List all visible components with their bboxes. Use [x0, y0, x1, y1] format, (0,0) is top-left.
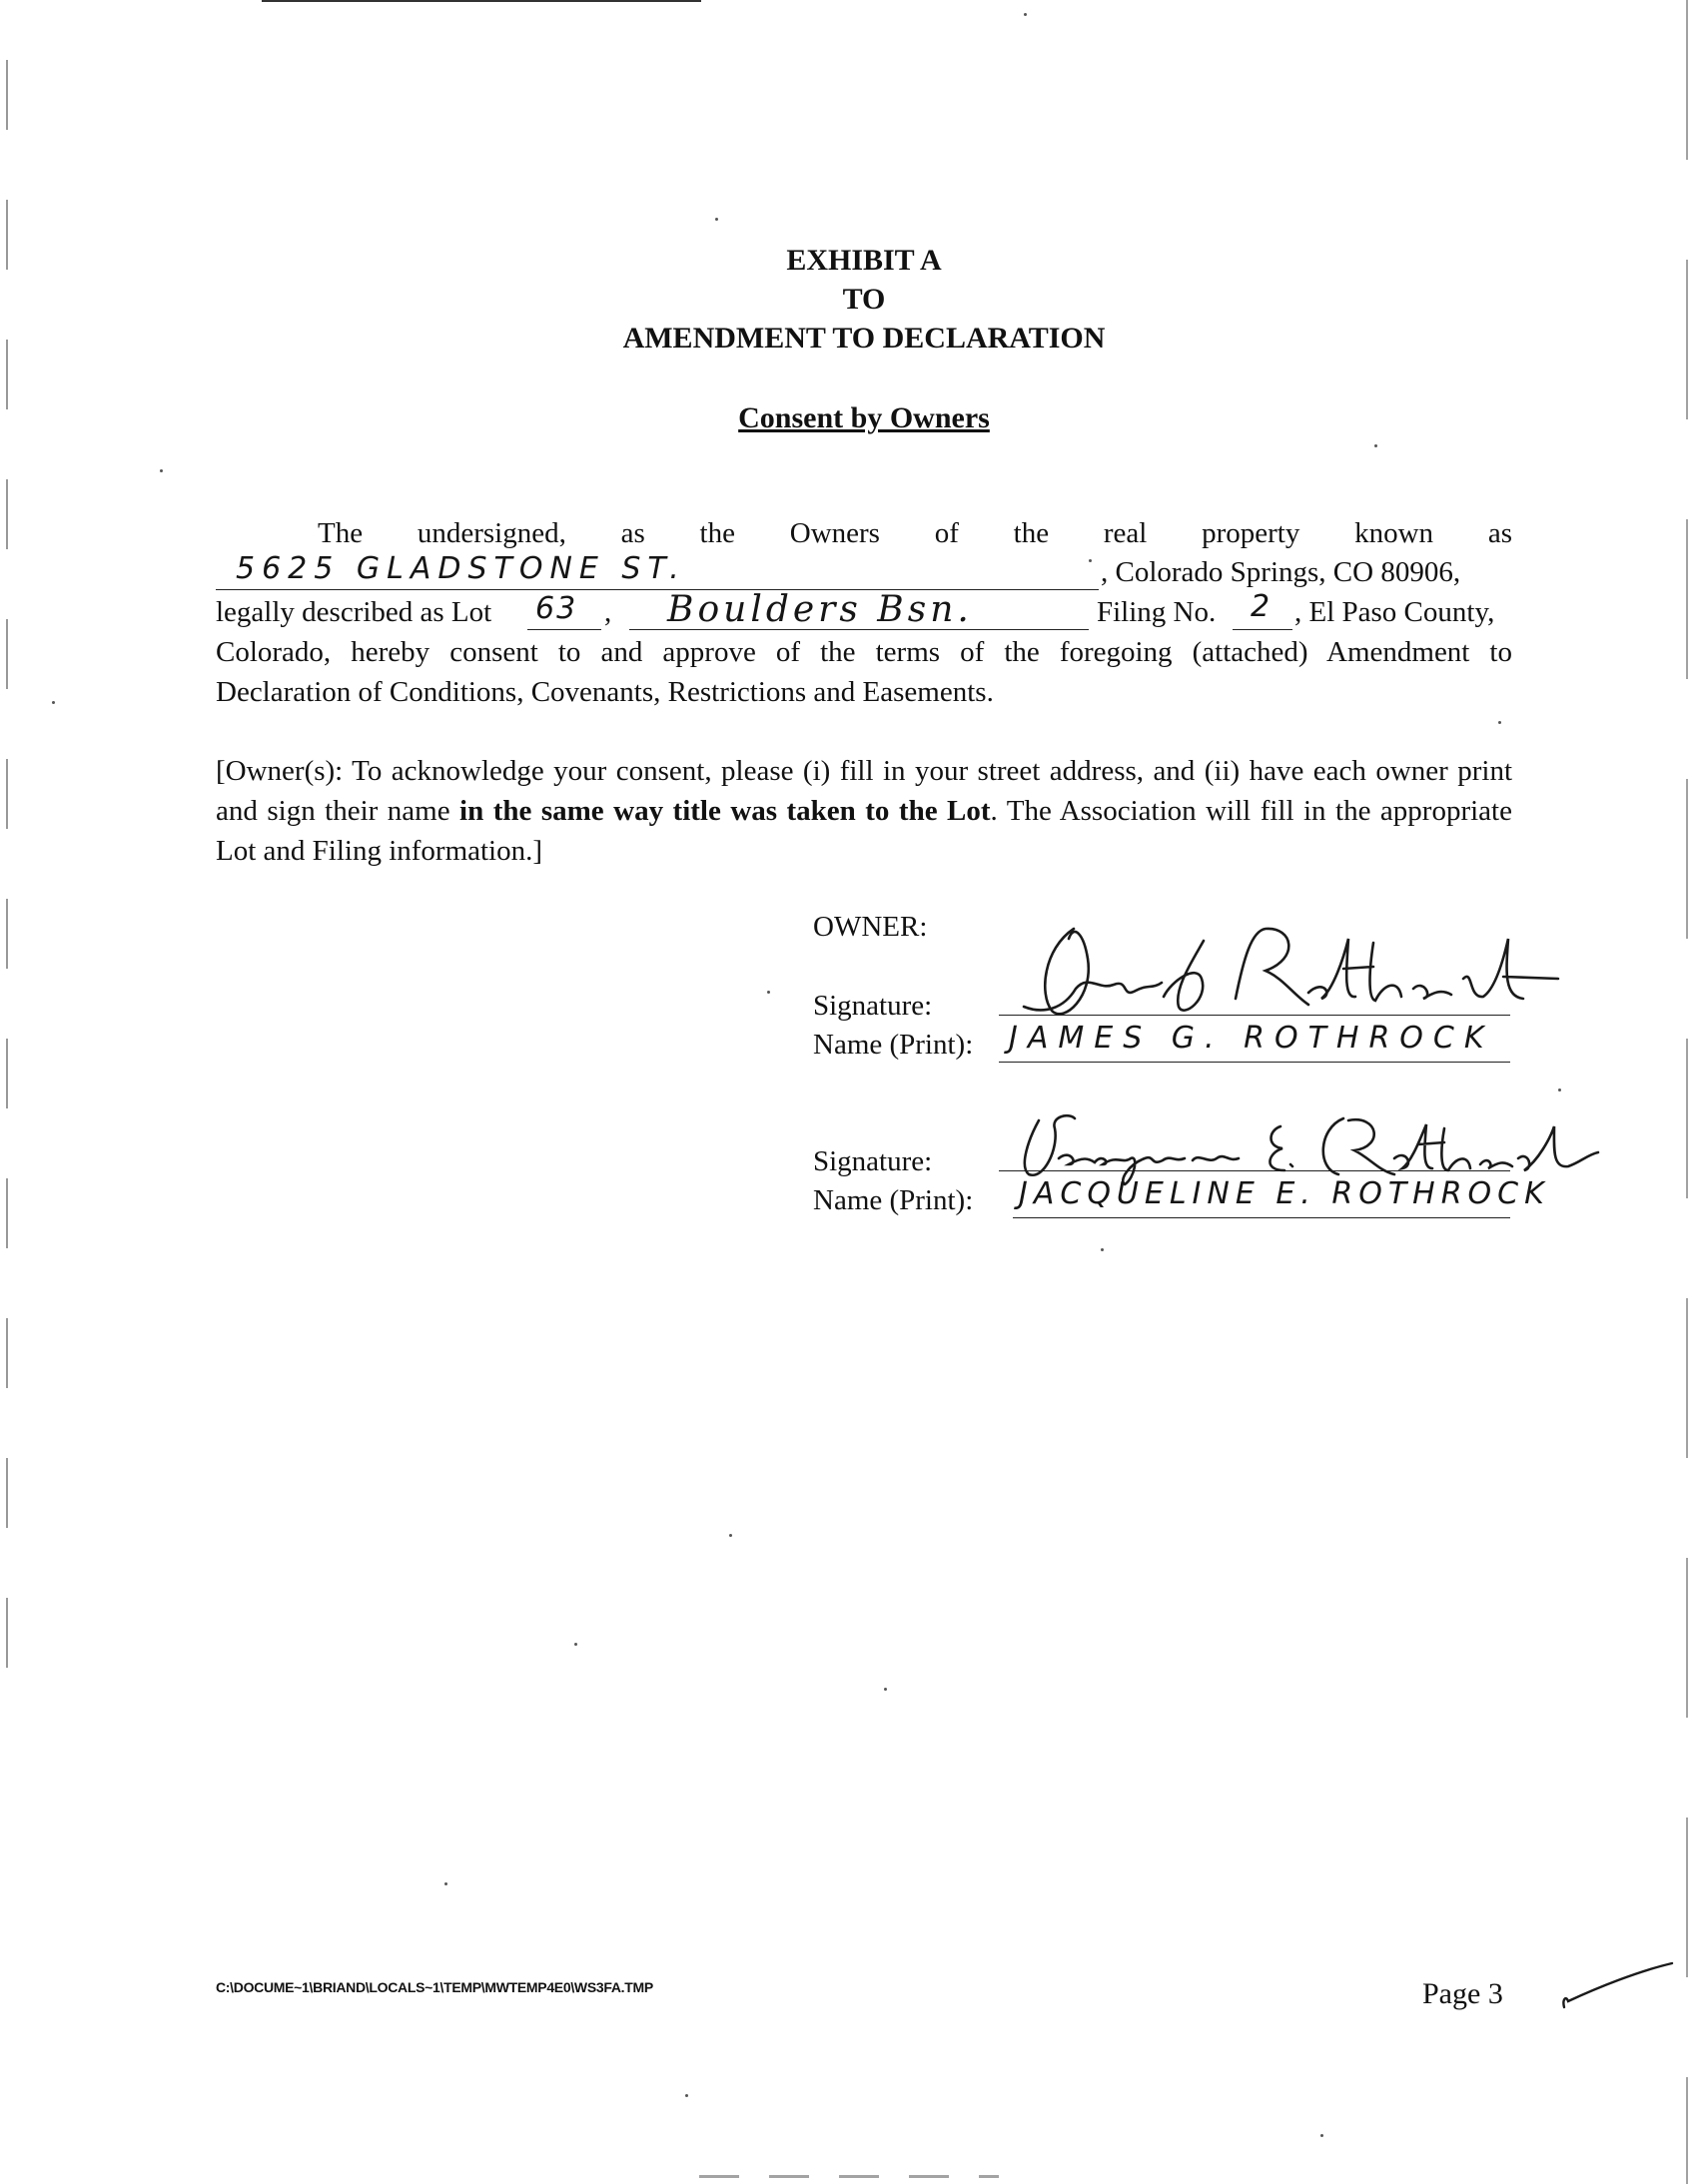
- lot-label: legally described as Lot: [216, 596, 492, 628]
- consent-title-text: Consent by Owners: [738, 401, 990, 434]
- check-mark: [1558, 1957, 1678, 2017]
- lot-blank: [527, 629, 601, 630]
- name-print-label-2: Name (Print):: [813, 1184, 974, 1216]
- page-number: Page 3: [1422, 1977, 1503, 2010]
- lot-number-handwritten: 63: [535, 591, 578, 626]
- lot-comma: ,: [604, 596, 612, 628]
- name-print-line-1: [999, 1062, 1510, 1063]
- instructions-paragraph: [216, 751, 1512, 871]
- instructions-text-start: [Owner(s): To acknowledge your consent, please (i) fill in your street address, and (ii) have each owner print and sign their name: [216, 755, 1512, 827]
- amendment-heading: AMENDMENT TO DECLARATION: [622, 322, 1106, 355]
- name-print-2-handwritten: JACQUELINE E. ROTHROCK: [1019, 1176, 1550, 1211]
- paragraph-1-line-4: Colorado, hereby consent to and approve of the terms of the foregoing (attached) Amendment to: [216, 636, 1512, 668]
- top-edge-rule: [262, 0, 701, 2]
- owner-label: OWNER:: [813, 911, 928, 943]
- city-state-zip: , Colorado Springs, CO 80906,: [1101, 556, 1461, 588]
- filing-blank: [1233, 629, 1292, 630]
- name-print-1-handwritten: JAMES G. ROTHROCK: [1009, 1021, 1494, 1056]
- to-heading: TO: [842, 283, 886, 316]
- bottom-scan-marks: [699, 2175, 999, 2178]
- name-print-line-2: [1013, 1217, 1510, 1218]
- filing-label: Filing No.: [1097, 596, 1217, 628]
- instructions-text-end: . The Association will fill in the appropriate Lot and Filing information.]: [216, 795, 1512, 867]
- signature-1-handwriting: [1004, 919, 1563, 1029]
- paragraph-1-line-5: Declaration of Conditions, Covenants, Restrictions and Easements.: [216, 676, 994, 708]
- county-text: , El Paso County,: [1294, 596, 1495, 628]
- instructions-emphasis: in the same way title was taken to the Lot: [449, 795, 991, 827]
- exhibit-heading: EXHIBIT A: [786, 244, 942, 277]
- signature-label-1: Signature:: [813, 990, 933, 1022]
- consent-title: [0, 401, 1698, 435]
- paragraph-1-line-1: The undersigned, as the Owners of the real property known as: [318, 517, 1512, 549]
- signature-label-2: Signature:: [813, 1145, 933, 1177]
- file-path-footer: C:\DOCUME~1\BRIAND\LOCALS~1\TEMP\MWTEMP4E0\WS3FA.TMP: [216, 1979, 653, 1995]
- subdivision-handwritten: Boulders Bsn.: [667, 589, 973, 630]
- street-address-handwritten: 5625 GLADSTONE ST.: [236, 551, 686, 586]
- filing-number-handwritten: 2: [1251, 589, 1271, 624]
- name-print-label-1: Name (Print):: [813, 1029, 974, 1061]
